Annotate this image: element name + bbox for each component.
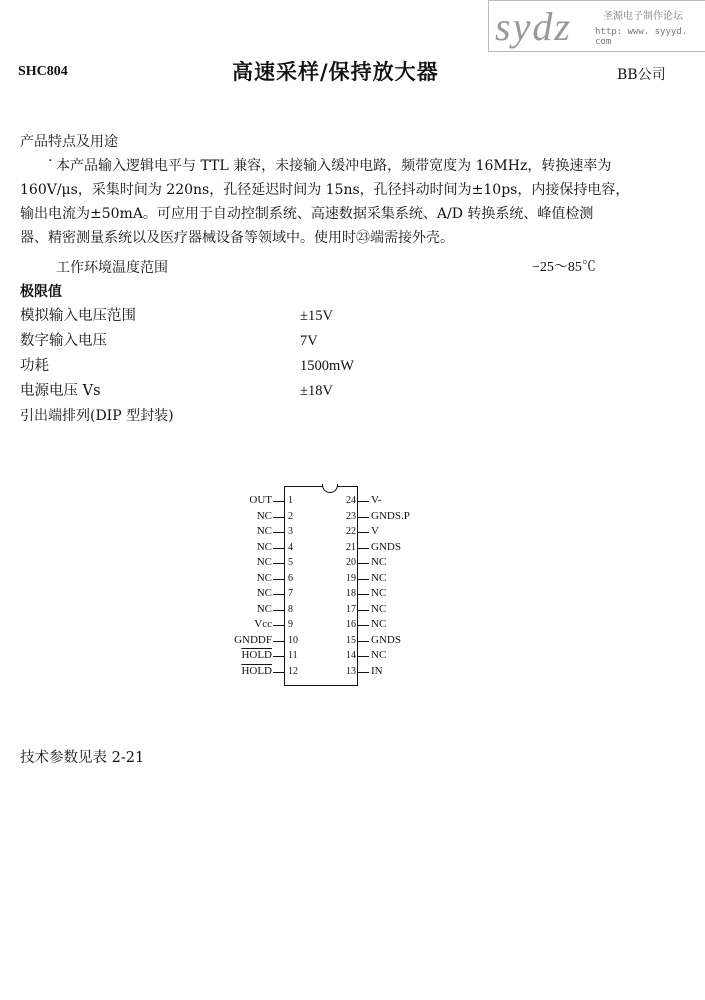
features-line-4: 器、精密测量系统以及医疗器械设备等领域中。使用时㉓端需接外壳。	[20, 230, 454, 246]
pin-line-right	[358, 625, 369, 626]
limit-value-supply: ±18V	[300, 383, 333, 399]
logo-url: http: www. syyyd. com	[595, 27, 688, 47]
pin-number-left: 1	[288, 495, 293, 506]
pin-number-right: 18	[346, 588, 356, 599]
pin-label-left: NC	[256, 556, 272, 568]
pin-number-left: 6	[288, 572, 293, 584]
pin-label-left: NC	[256, 602, 272, 615]
pin-label-left: Vcc	[254, 618, 272, 630]
pin-line-right	[358, 594, 369, 595]
pin-label-left: NC	[256, 571, 272, 584]
pin-line-left	[273, 641, 284, 642]
limit-label-supply: 电源电压 Vs	[20, 383, 101, 399]
pin-number-right: 15	[346, 634, 356, 646]
features-line-2: 160V/μs，采集时间为 220ns，孔径延迟时间为 15ns，孔径抖动时间为±10ps，内接保持电容，	[20, 182, 630, 198]
pin-number-left: 7	[288, 588, 293, 599]
pin-label-right: NC	[371, 602, 387, 615]
pin-number-left: 5	[288, 557, 293, 568]
pin-line-left	[273, 548, 284, 549]
pin-label-right: IN	[371, 664, 383, 677]
pin-line-left	[273, 532, 284, 533]
limit-value-power: 1500mW	[300, 358, 354, 374]
logo-site-name: 圣源电子制作论坛	[603, 11, 683, 22]
pin-number-right: 23	[346, 510, 356, 522]
pin-number-right: 17	[346, 603, 356, 615]
pin-line-right	[358, 548, 369, 549]
pin-label-right: V-	[371, 494, 382, 506]
pin-line-left	[273, 672, 284, 673]
pin-number-right: 24	[346, 495, 356, 506]
pin-line-left	[273, 625, 284, 626]
pin-line-right	[358, 610, 369, 611]
limit-label-power: 功耗	[20, 358, 49, 374]
pin-number-left: 8	[288, 603, 293, 615]
temp-range-label: 工作环境温度范围	[56, 260, 168, 276]
logo-mark: sydz	[495, 4, 572, 49]
pin-label-right: NC	[371, 618, 387, 630]
pin-label-left: OUT	[249, 494, 272, 506]
pin-line-right	[358, 517, 369, 518]
temp-range-value: −25～85℃	[532, 260, 596, 275]
pin-number-right: 22	[346, 526, 356, 537]
limits-heading: 极限值	[20, 284, 62, 300]
pin-label-left: NC	[256, 587, 272, 599]
features-line-1: 本产品输入逻辑电平与 TTL 兼容，未接输入缓冲电路，频带宽度为 16MHz，转换速率为	[56, 158, 612, 174]
pin-line-right	[358, 656, 369, 657]
pin-line-left	[273, 517, 284, 518]
pin-label-left: HOLD	[241, 649, 272, 661]
pin-label-left: GNDDF	[234, 633, 272, 646]
site-logo	[488, 0, 705, 52]
pin-number-left: 11	[288, 650, 298, 661]
pin-label-right: NC	[371, 571, 387, 584]
pin-number-left: 4	[288, 541, 293, 553]
pin-number-right: 14	[346, 650, 356, 661]
limit-value-digital-input: 7V	[300, 333, 318, 349]
pin-label-right: GNDS.P	[371, 509, 410, 522]
pin-line-right	[358, 563, 369, 564]
pin-number-right: 19	[346, 572, 356, 584]
pin-label-right: NC	[371, 556, 387, 568]
pin-number-left: 9	[288, 619, 293, 630]
pin-label-left: HOLD	[241, 664, 272, 677]
limit-value-analog-input: ±15V	[300, 308, 333, 324]
pin-label-right: V	[371, 525, 379, 537]
pin-number-left: 2	[288, 510, 293, 522]
pin-line-left	[273, 610, 284, 611]
pin-line-left	[273, 501, 284, 502]
bullet-dot: ·	[48, 153, 53, 169]
features-line-3: 输出电流为±50mA。可应用于自动控制系统、高速数据采集系统、A/D 转换系统、峰值检测	[20, 206, 594, 222]
pin-label-left: NC	[256, 540, 272, 553]
pin-label-right: NC	[371, 587, 387, 599]
page-title: 高速采样/保持放大器	[232, 59, 439, 84]
pin-line-right	[358, 501, 369, 502]
footer-note: 技术参数见表 2-21	[20, 750, 145, 766]
pin-number-left: 12	[288, 665, 298, 677]
pin-line-left	[273, 656, 284, 657]
pin-line-left	[273, 594, 284, 595]
pin-number-left: 3	[288, 526, 293, 537]
pin-line-right	[358, 532, 369, 533]
pinout-heading: 引出端排列(DIP 型封装)	[20, 408, 174, 424]
pin-label-right: NC	[371, 649, 387, 661]
features-heading: 产品特点及用途	[20, 134, 118, 150]
pin-number-right: 16	[346, 619, 356, 630]
company-name: BB公司	[617, 67, 666, 83]
pin-label-left: NC	[256, 509, 272, 522]
pin-number-right: 20	[346, 557, 356, 568]
pin-line-right	[358, 672, 369, 673]
pin-line-left	[273, 563, 284, 564]
pin-number-right: 13	[346, 665, 356, 677]
pin-line-right	[358, 641, 369, 642]
pin-line-right	[358, 579, 369, 580]
pin-label-right: GNDS	[371, 633, 401, 646]
pin-label-right: GNDS	[371, 540, 401, 553]
pin-line-left	[273, 579, 284, 580]
limit-label-analog-input: 模拟输入电压范围	[20, 308, 136, 324]
pin-label-left: NC	[256, 525, 272, 537]
limit-label-digital-input: 数字输入电压	[20, 333, 107, 349]
part-number: SHC804	[18, 64, 68, 79]
pin-number-right: 21	[346, 541, 356, 553]
pin-number-left: 10	[288, 634, 298, 646]
